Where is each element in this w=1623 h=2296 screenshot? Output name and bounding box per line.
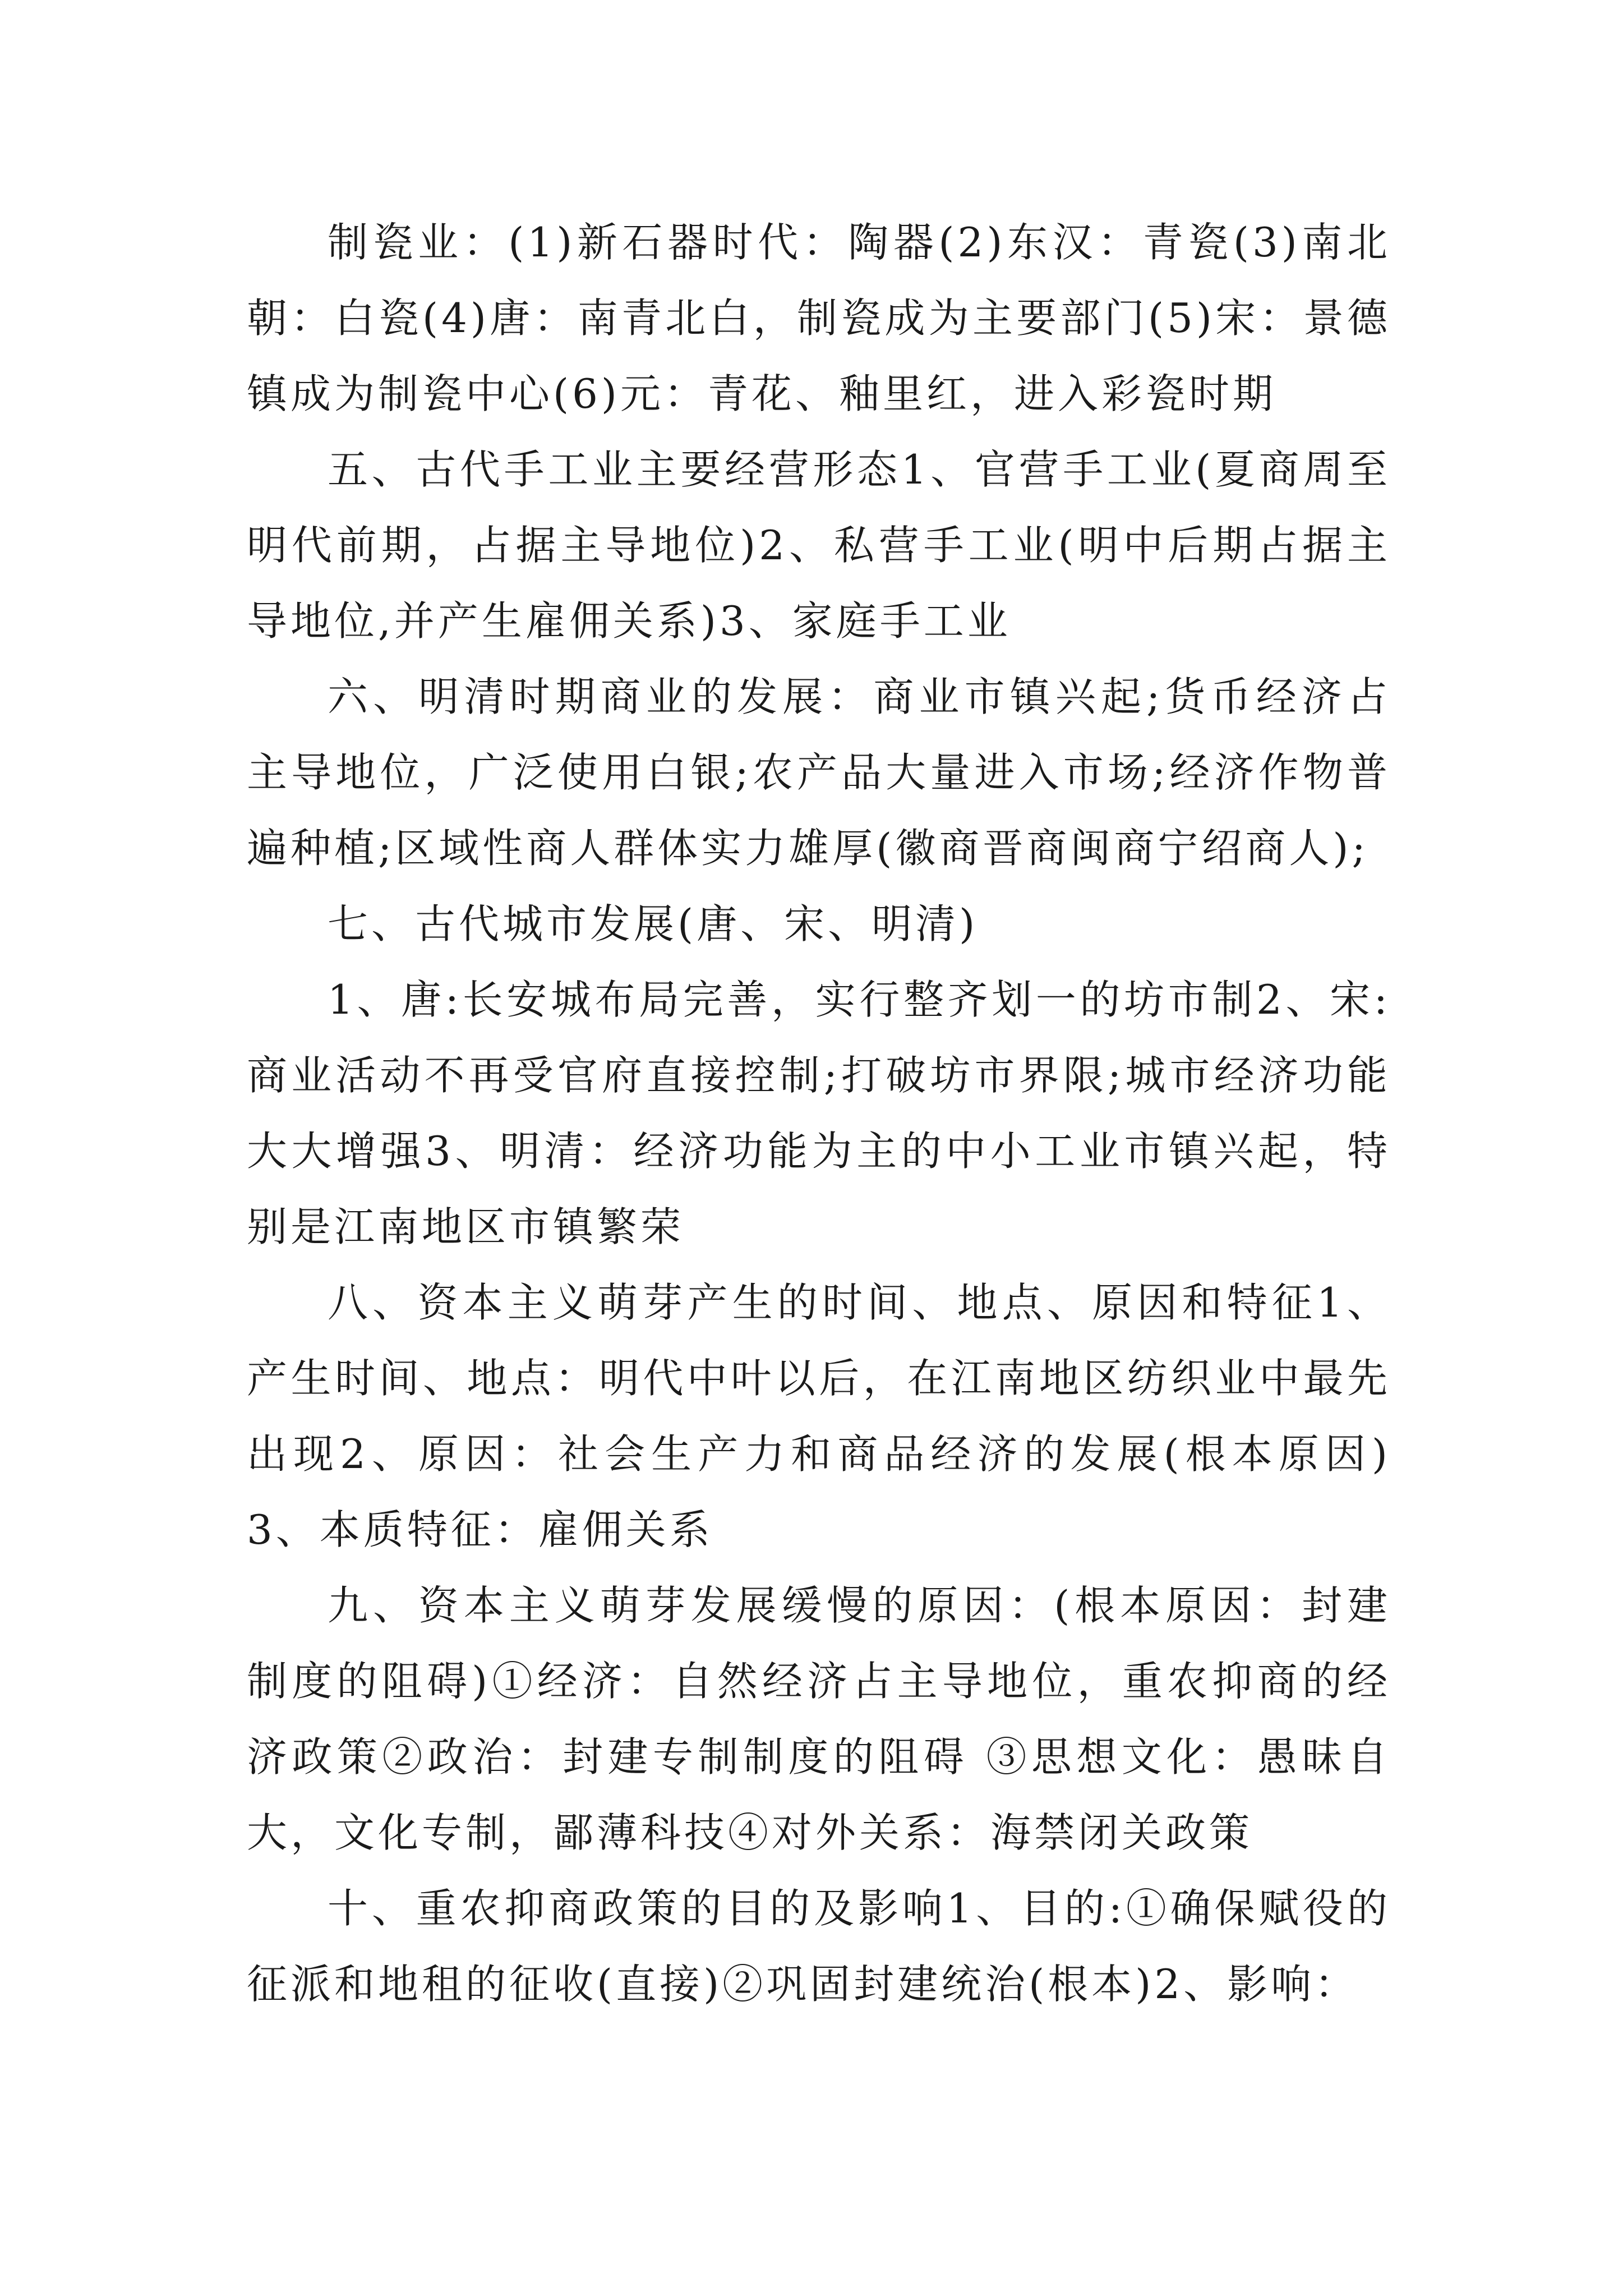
paragraph-handicraft-forms: 五、古代手工业主要经营形态1、官营手工业(夏商周至明代前期，占据主导地位)2、私营手工业(明中后期占据主导地位,并产生雇佣关系)3、家庭手工业 [247,446,1391,645]
paragraph-city-heading: 七、古代城市发展(唐、宋、明清) [328,900,979,947]
paragraph-ming-qing-commerce: 六、明清时期商业的发展：商业市镇兴起;货币经济占主导地位，广泛使用白银;农产品大量进入市场;经济作物普遍种植;区域性商人群体实力雄厚(徽商晋商闽商宁绍商人); [247,673,1391,872]
paragraph-agriculture-policy: 十、重农抑商政策的目的及影响1、目的:①确保赋役的征派和地租的征收(直接)②巩固封建统治(根本)2、影响： [247,1885,1391,2008]
paragraph-capitalism-sprouts: 八、资本主义萌芽产生的时间、地点、原因和特征1、产生时间、地点：明代中叶以后，在江南地区纺织业中最先出现2、原因：社会生产力和商品经济的发展(根本原因)3、本质特征：雇佣关系 [247,1279,1391,1553]
paragraph-slow-development: 九、资本主义萌芽发展缓慢的原因：(根本原因：封建制度的阻碍)①经济：自然经济占主导地位，重农抑商的经济政策②政治：封建专制制度的阻碍 ③思想文化：愚昧自大，文化专制，鄙薄科技④对外关系：海禁闭关政策 [247,1582,1391,1856]
paragraph-porcelain: 制瓷业：(1)新石器时代：陶器(2)东汉：青瓷(3)南北朝：白瓷(4)唐：南青北白，制瓷成为主要部门(5)宋：景德镇成为制瓷中心(6)元：青花、釉里红，进入彩瓷时期 [247,219,1391,417]
paragraph-city-development: 1、唐:长安城布局完善，实行整齐划一的坊市制2、宋:商业活动不再受官府直接控制;打破坊市界限;城市经济功能大大增强3、明清：经济功能为主的中小工业市镇兴起，特别是江南地区市镇繁荣 [247,976,1391,1250]
document-body [247,205,1391,2022]
